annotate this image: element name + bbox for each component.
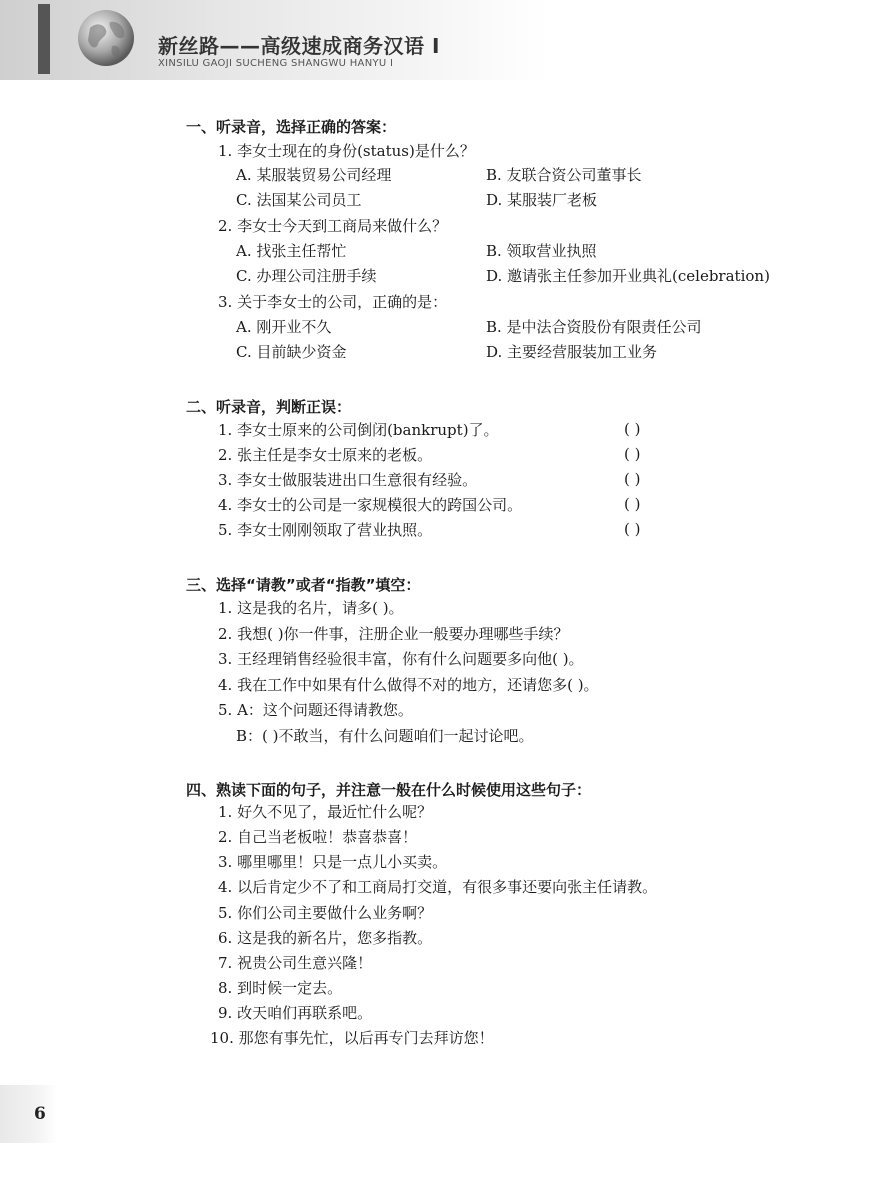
sentence-item: 7. 祝贵公司生意兴隆！ <box>218 954 373 972</box>
page-number: 6 <box>34 1104 46 1124</box>
true-false-item: 2. 张主任是李女士原来的老板。 <box>218 446 433 464</box>
sentence-item: 4. 以后肯定少不了和工商局打交道，有很多事还要向张主任请教。 <box>218 878 658 896</box>
sentence-item: 8. 到时候一定去。 <box>218 979 343 997</box>
true-false-item: 4. 李女士的公司是一家规模很大的跨国公司。 <box>218 496 523 514</box>
book-subtitle: XINSILU GAOJI SUCHENG SHANGWU HANYU I <box>158 58 394 69</box>
true-false-item: 5. 李女士刚刚领取了营业执照。 <box>218 521 433 539</box>
section-title: 二、听录音，判断正误： <box>186 398 352 416</box>
option: B. 友联合资公司董事长 <box>486 166 642 184</box>
answer-blank[interactable]: ( ) <box>624 495 641 513</box>
option: D. 邀请张主任参加开业典礼(celebration) <box>486 267 770 285</box>
option: A. 找张主任帮忙 <box>236 242 347 260</box>
globe-icon <box>76 8 136 68</box>
section-title: 四、熟读下面的句子，并注意一般在什么时候使用这些句子： <box>186 781 592 799</box>
option: C. 目前缺少资金 <box>236 343 347 361</box>
fill-blank-item: 1. 这是我的名片，请多( )。 <box>218 599 404 617</box>
option: A. 刚开业不久 <box>236 318 332 336</box>
option: C. 办理公司注册手续 <box>236 267 377 285</box>
option: B. 领取营业执照 <box>486 242 597 260</box>
fill-blank-item: 2. 我想( )你一件事，注册企业一般要办理哪些手续？ <box>218 625 569 643</box>
option: B. 是中法合资股份有限责任公司 <box>486 318 702 336</box>
true-false-item: 1. 李女士原来的公司倒闭(bankrupt)了。 <box>218 421 499 439</box>
option: C. 法国某公司员工 <box>236 191 362 209</box>
option: D. 某服装厂老板 <box>486 191 598 209</box>
header-accent-bar <box>38 4 50 74</box>
sentence-item: 5. 你们公司主要做什么业务啊？ <box>218 904 433 922</box>
section-title: 一、听录音，选择正确的答案： <box>186 118 397 136</box>
answer-blank[interactable]: ( ) <box>624 520 641 538</box>
fill-blank-item: B：( )不敢当，有什么问题咱们一起讨论吧。 <box>236 727 534 745</box>
sentence-item: 1. 好久不见了，最近忙什么呢？ <box>218 803 433 821</box>
question-stem: 3. 关于李女士的公司，正确的是： <box>218 293 448 311</box>
true-false-item: 3. 李女士做服装进出口生意很有经验。 <box>218 471 478 489</box>
option: D. 主要经营服装加工业务 <box>486 343 658 361</box>
section-title: 三、选择“请教”或者“指教”填空： <box>186 576 421 594</box>
sentence-item: 9. 改天咱们再联系吧。 <box>218 1004 373 1022</box>
page-number-tab <box>0 1085 58 1143</box>
fill-blank-item: 5. A：这个问题还得请教您。 <box>218 701 413 719</box>
sentence-item: 6. 这是我的新名片，您多指教。 <box>218 929 433 947</box>
book-title: 新丝路——高级速成商务汉语 I <box>158 34 440 58</box>
answer-blank[interactable]: ( ) <box>624 445 641 463</box>
answer-blank[interactable]: ( ) <box>624 420 641 438</box>
sentence-item: 3. 哪里哪里！只是一点儿小买卖。 <box>218 853 448 871</box>
answer-blank[interactable]: ( ) <box>624 470 641 488</box>
fill-blank-item: 4. 我在工作中如果有什么做得不对的地方，还请您多( )。 <box>218 676 599 694</box>
sentence-item: 10. 那您有事先忙，以后再专门去拜访您！ <box>210 1029 494 1047</box>
question-stem: 2. 李女士今天到工商局来做什么？ <box>218 217 448 235</box>
sentence-item: 2. 自己当老板啦！恭喜恭喜！ <box>218 828 418 846</box>
option: A. 某服装贸易公司经理 <box>236 166 392 184</box>
question-stem: 1. 李女士现在的身份(status)是什么？ <box>218 142 475 160</box>
fill-blank-item: 3. 王经理销售经验很丰富，你有什么问题要多向他( )。 <box>218 650 584 668</box>
